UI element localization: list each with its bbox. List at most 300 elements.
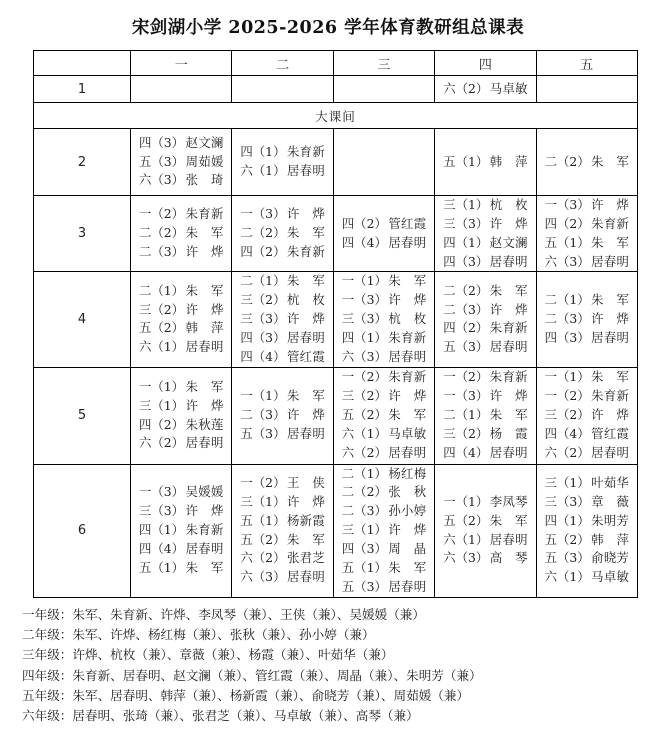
class-entry <box>443 80 527 99</box>
entry-teacher-name: 许 烨 <box>185 244 224 260</box>
slot-monday-period-5[interactable] <box>131 367 232 464</box>
header-day-wednesday: 三 <box>333 51 434 76</box>
entry-teacher-name: 朱 军 <box>489 407 528 423</box>
entry-teacher-name: 居 春 明 <box>591 444 629 460</box>
class-entry <box>342 310 426 329</box>
entry-class-label: 四（1） <box>443 234 489 250</box>
class-entry <box>545 234 629 253</box>
class-entry <box>443 338 527 357</box>
class-entry <box>443 387 527 406</box>
entry-class-label: 四（2） <box>240 244 286 260</box>
entry-class-label: 四（3） <box>139 134 185 150</box>
entry-teacher-name: 朱 明 芳 <box>591 512 629 528</box>
class-entry <box>139 134 223 153</box>
entry-teacher-name: 朱 军 <box>286 273 325 289</box>
entry-class-label: 二（1） <box>240 273 286 289</box>
slot-wednesday-period-6[interactable] <box>333 464 434 597</box>
entry-teacher-name: 朱 军 <box>286 225 325 241</box>
slot-entries <box>232 474 332 587</box>
slot-wednesday-period-2[interactable] <box>333 129 434 196</box>
entry-class-label: 五（3） <box>544 550 590 566</box>
slot-tuesday-period-3[interactable] <box>232 196 333 272</box>
entry-class-label: 四（4） <box>443 444 489 460</box>
class-entry <box>139 378 223 397</box>
entry-teacher-name: 赵 文 澜 <box>185 134 224 150</box>
entry-teacher-name: 居 春 明 <box>489 253 528 269</box>
slot-entries <box>537 291 637 348</box>
class-entry <box>342 425 426 444</box>
entry-class-label: 一（1） <box>341 273 387 289</box>
class-entry <box>139 483 223 502</box>
entry-class-label: 一（2） <box>443 369 489 385</box>
class-entry <box>240 406 324 425</box>
entry-class-label: 一（2） <box>341 369 387 385</box>
class-entry <box>443 282 527 301</box>
entry-teacher-name: 许 烨 <box>591 407 629 423</box>
entry-class-label: 五（2） <box>443 512 489 528</box>
class-entry <box>342 234 426 253</box>
schedule-table <box>33 50 638 598</box>
slot-friday-period-6[interactable] <box>536 464 637 597</box>
entry-class-label: 四（4） <box>544 426 590 442</box>
class-entry <box>240 512 324 531</box>
entry-teacher-name: 李 凤 琴 <box>489 493 528 509</box>
table-row <box>34 129 638 196</box>
entry-class-label: 三（1） <box>341 522 387 538</box>
page-title: 宋剑湖小学 2025-2026 学年体育教研组总课表 <box>131 18 525 38</box>
slot-tuesday-period-1[interactable] <box>232 76 333 103</box>
class-entry <box>240 162 324 181</box>
class-entry <box>545 425 629 444</box>
header-day-monday: 一 <box>131 51 232 76</box>
period-number-cell: 3 <box>34 196 131 272</box>
class-entry <box>342 387 426 406</box>
class-entry <box>240 143 324 162</box>
class-entry <box>443 368 527 387</box>
entry-teacher-name: 许 烨 <box>591 311 629 327</box>
entry-class-label: 三（3） <box>341 311 387 327</box>
entry-class-label: 六（3） <box>443 550 489 566</box>
period-number-cell: 6 <box>34 464 131 597</box>
note-line: 一年级：朱军、朱育新、许烨、李凤琴（兼）、王侠（兼）、吴媛媛（兼） <box>22 606 425 622</box>
slot-tuesday-period-6[interactable] <box>232 464 333 597</box>
class-entry <box>545 493 629 512</box>
entry-class-label: 二（3） <box>139 244 185 260</box>
entry-class-label: 六（1） <box>139 339 185 355</box>
class-entry <box>545 568 629 587</box>
slot-entries <box>435 282 535 357</box>
slot-entries <box>334 368 434 462</box>
entry-teacher-name: 居 春 明 <box>286 163 325 178</box>
entry-class-label: 二（3） <box>341 503 387 519</box>
entry-teacher-name: 叶 茹 华 <box>591 475 629 491</box>
slot-monday-period-3[interactable] <box>131 196 232 272</box>
entry-teacher-name: 杨 新 霞 <box>286 512 325 528</box>
entry-class-label: 六（1） <box>544 569 590 585</box>
class-entry <box>545 549 629 568</box>
slot-wednesday-period-3[interactable] <box>333 196 434 272</box>
entry-class-label: 五（1） <box>240 512 286 528</box>
entry-teacher-name: 朱 育 新 <box>489 369 528 385</box>
class-entry <box>240 387 324 406</box>
slot-monday-period-2[interactable] <box>131 129 232 196</box>
entry-teacher-name: 朱 军 <box>185 378 224 394</box>
header-day-tuesday: 二 <box>232 51 333 76</box>
slot-monday-period-1[interactable] <box>131 76 232 103</box>
class-entry <box>139 171 223 190</box>
class-entry <box>443 196 527 215</box>
entry-teacher-name: 朱 育 新 <box>286 144 325 160</box>
class-entry <box>342 521 426 540</box>
entry-teacher-name: 居 春 明 <box>591 329 629 345</box>
note-line: 二年级：朱军、许烨、杨红梅（兼）、张秋（兼）、孙小婷（兼） <box>22 626 375 642</box>
class-entry <box>139 434 223 453</box>
class-entry <box>240 348 324 367</box>
entry-teacher-name: 许 烨 <box>489 301 528 317</box>
class-entry <box>342 540 426 559</box>
entry-class-label: 三（1） <box>443 197 489 212</box>
entry-teacher-name: 管 红 霞 <box>591 426 629 442</box>
class-entry <box>139 416 223 435</box>
entry-class-label: 五（2） <box>544 531 590 547</box>
entry-class-label: 二（3） <box>240 407 286 423</box>
note-line: 六年级：居春明、张琦（兼）、张君芝（兼）、马卓敏（兼）、高琴（兼） <box>22 708 419 724</box>
class-entry <box>240 291 324 310</box>
entry-class-label: 六（3） <box>139 172 185 188</box>
slot-entries <box>232 272 332 366</box>
entry-teacher-name: 管 红 霞 <box>388 215 427 231</box>
entry-class-label: 四（3） <box>443 253 489 269</box>
entry-teacher-name: 朱 育 新 <box>185 206 224 222</box>
entry-class-label: 一（3） <box>544 197 590 212</box>
slot-thursday-period-4[interactable] <box>435 272 536 367</box>
entry-teacher-name: 俞 晓 芳 <box>591 550 629 566</box>
grade-teacher-notes <box>0 598 656 727</box>
entry-class-label: 四（4） <box>240 348 286 364</box>
break-label: 大课间 <box>34 103 638 129</box>
entry-class-label: 六（2） <box>544 444 590 460</box>
entry-class-label: 四（1） <box>544 512 590 528</box>
entry-class-label: 六（1） <box>341 426 387 442</box>
entry-class-label: 五（1） <box>544 234 590 250</box>
entry-class-label: 二（1） <box>139 282 185 298</box>
slot-thursday-period-5[interactable] <box>435 367 536 464</box>
class-entry <box>443 319 527 338</box>
entry-teacher-name: 朱 军 <box>489 282 528 298</box>
entry-class-label: 四（1） <box>139 522 185 538</box>
entry-class-label: 六（1） <box>240 163 286 178</box>
class-entry <box>545 406 629 425</box>
entry-teacher-name: 王 侠 <box>286 475 325 491</box>
entry-teacher-name: 朱 军 <box>185 282 224 298</box>
slot-entries <box>435 153 535 172</box>
slot-thursday-period-3[interactable] <box>435 196 536 272</box>
entry-teacher-name: 居 春 明 <box>388 234 427 250</box>
class-entry <box>443 425 527 444</box>
table-row <box>34 196 638 272</box>
class-entry <box>342 368 426 387</box>
slot-friday-period-5[interactable] <box>536 367 637 464</box>
class-entry <box>545 153 629 172</box>
slot-entries <box>537 196 637 271</box>
class-entry <box>139 282 223 301</box>
class-entry <box>545 387 629 406</box>
entry-teacher-name: 许 烨 <box>388 388 427 404</box>
entry-class-label: 一（2） <box>139 206 185 222</box>
entry-teacher-name: 韩 萍 <box>591 531 629 547</box>
class-entry <box>342 444 426 463</box>
slot-monday-period-6[interactable] <box>131 464 232 597</box>
slot-monday-period-4[interactable] <box>131 272 232 367</box>
entry-teacher-name: 张 秋 <box>388 484 427 500</box>
class-entry <box>342 483 426 502</box>
class-entry <box>545 512 629 531</box>
slot-friday-period-4[interactable] <box>536 272 637 367</box>
slot-entries <box>435 493 535 568</box>
entry-class-label: 六（3） <box>544 253 590 269</box>
entry-teacher-name: 朱 育 新 <box>388 329 427 345</box>
entry-class-label: 四（2） <box>544 215 590 231</box>
entry-class-label: 二（2） <box>139 225 185 241</box>
slot-entries <box>537 368 637 462</box>
entry-teacher-name: 杭 枚 <box>388 311 427 327</box>
entry-teacher-name: 管 红 霞 <box>286 348 325 364</box>
entry-class-label: 五（2） <box>240 531 286 547</box>
class-entry <box>240 568 324 587</box>
class-entry <box>240 224 324 243</box>
entry-class-label: 三（3） <box>240 311 286 327</box>
entry-class-label: 六（2） <box>443 80 489 96</box>
entry-class-label: 四（1） <box>240 144 286 160</box>
entry-teacher-name: 居 春 明 <box>489 339 528 355</box>
entry-class-label: 五（1） <box>443 153 489 169</box>
slot-thursday-period-6[interactable] <box>435 464 536 597</box>
entry-teacher-name: 许 烨 <box>185 301 224 317</box>
class-entry <box>342 329 426 348</box>
entry-class-label: 一（3） <box>240 206 286 222</box>
class-entry <box>545 531 629 550</box>
class-entry <box>545 329 629 348</box>
entry-class-label: 五（1） <box>341 559 387 575</box>
entry-teacher-name: 许 烨 <box>388 522 427 538</box>
class-entry <box>139 243 223 262</box>
entry-class-label: 五（3） <box>443 339 489 355</box>
class-entry <box>443 234 527 253</box>
class-entry <box>342 348 426 367</box>
entry-teacher-name: 杨 红 梅 <box>388 465 427 481</box>
class-entry <box>342 502 426 521</box>
table-row <box>34 367 638 464</box>
entry-class-label: 四（3） <box>240 329 286 345</box>
entry-class-label: 四（2） <box>341 215 387 231</box>
slot-tuesday-period-2[interactable] <box>232 129 333 196</box>
slot-entries <box>334 272 434 366</box>
entry-teacher-name: 居 春 明 <box>591 253 629 269</box>
slot-entries <box>131 205 231 262</box>
class-entry <box>443 493 527 512</box>
class-entry <box>342 559 426 578</box>
entry-teacher-name: 许 烨 <box>489 388 528 404</box>
class-entry <box>139 540 223 559</box>
header-day-friday: 五 <box>536 51 637 76</box>
slot-thursday-period-2[interactable] <box>435 129 536 196</box>
entry-teacher-name: 朱 军 <box>286 388 325 404</box>
table-row <box>34 272 638 367</box>
entry-class-label: 五（1） <box>139 559 185 575</box>
class-entry <box>240 531 324 550</box>
entry-class-label: 五（2） <box>341 407 387 423</box>
entry-class-label: 二（1） <box>544 292 590 308</box>
note-line: 四年级：朱育新、居春明、赵文澜（兼）、管红霞（兼）、周晶（兼）、朱明芳（兼） <box>22 667 482 683</box>
class-entry <box>139 521 223 540</box>
slot-wednesday-period-4[interactable] <box>333 272 434 367</box>
header-day-thursday: 四 <box>435 51 536 76</box>
slot-entries <box>131 378 231 453</box>
entry-class-label: 五（3） <box>240 426 286 442</box>
entry-class-label: 三（1） <box>544 475 590 491</box>
class-entry <box>139 224 223 243</box>
period-number-cell: 5 <box>34 367 131 464</box>
class-entry <box>443 549 527 568</box>
header-row <box>34 51 638 76</box>
entry-class-label: 五（3） <box>139 153 185 169</box>
class-entry <box>342 291 426 310</box>
table-header <box>34 51 638 76</box>
entry-teacher-name: 张 君 芝 <box>286 550 325 566</box>
entry-teacher-name: 朱 育 新 <box>591 215 629 231</box>
entry-teacher-name: 马 卓 敏 <box>388 426 427 442</box>
period-number-cell: 2 <box>34 129 131 196</box>
class-entry <box>240 205 324 224</box>
entry-teacher-name: 居 春 明 <box>185 540 224 556</box>
slot-tuesday-period-4[interactable] <box>232 272 333 367</box>
entry-teacher-name: 许 烨 <box>489 215 528 231</box>
slot-tuesday-period-5[interactable] <box>232 367 333 464</box>
note-line: 五年级：朱军、居春明、韩萍（兼）、杨新霞（兼）、俞晓芳（兼）、周茹媛（兼） <box>22 688 470 704</box>
break-row <box>34 103 638 129</box>
class-entry <box>342 465 426 484</box>
entry-class-label: 六（2） <box>341 444 387 460</box>
slot-friday-period-1[interactable] <box>536 76 637 103</box>
entry-teacher-name: 许 烨 <box>286 311 325 327</box>
entry-class-label: 二（3） <box>544 311 590 327</box>
schedule-table-container <box>0 50 656 598</box>
entry-teacher-name: 张 琦 <box>185 172 224 188</box>
entry-teacher-name: 朱 军 <box>185 225 224 241</box>
entry-class-label: 六（1） <box>443 531 489 547</box>
entry-teacher-name: 韩 萍 <box>185 320 224 336</box>
note-line: 三年级：许烨、杭枚（兼）、章薇（兼）、杨霞（兼）、叶茹华（兼） <box>22 647 394 663</box>
class-entry <box>443 215 527 234</box>
class-entry <box>139 559 223 578</box>
slot-wednesday-period-5[interactable] <box>333 367 434 464</box>
slot-entries <box>334 465 434 597</box>
entry-teacher-name: 朱 军 <box>388 559 427 575</box>
entry-class-label: 三（2） <box>240 292 286 308</box>
entry-teacher-name: 朱 育 新 <box>591 388 629 404</box>
entry-class-label: 一（2） <box>240 475 286 491</box>
class-entry <box>443 444 527 463</box>
entry-teacher-name: 朱 军 <box>185 559 224 575</box>
entry-teacher-name: 许 烨 <box>388 292 427 308</box>
slot-thursday-period-1[interactable] <box>435 76 536 103</box>
entry-teacher-name: 朱 秋 莲 <box>185 416 224 432</box>
slot-entries <box>131 483 231 577</box>
entry-class-label: 二（2） <box>544 153 590 169</box>
entry-class-label: 三（2） <box>544 407 590 423</box>
entry-teacher-name: 许 烨 <box>286 493 325 509</box>
class-entry <box>342 272 426 291</box>
entry-class-label: 一（1） <box>443 493 489 509</box>
entry-teacher-name: 杭 枚 <box>489 197 528 212</box>
entry-teacher-name: 许 烨 <box>591 197 629 212</box>
class-entry <box>139 338 223 357</box>
entry-class-label: 二（2） <box>240 225 286 241</box>
slot-wednesday-period-1[interactable] <box>333 76 434 103</box>
entry-class-label: 六（2） <box>139 435 185 451</box>
entry-teacher-name: 居 春 明 <box>286 426 325 442</box>
class-entry <box>443 153 527 172</box>
slot-friday-period-3[interactable] <box>536 196 637 272</box>
class-entry <box>240 310 324 329</box>
entry-class-label: 二（2） <box>443 282 489 298</box>
entry-class-label: 三（3） <box>443 215 489 231</box>
entry-teacher-name: 孙 小 婷 <box>388 503 427 519</box>
entry-class-label: 一（3） <box>443 388 489 404</box>
class-entry <box>139 319 223 338</box>
slot-entries <box>232 205 332 262</box>
class-entry <box>545 368 629 387</box>
class-entry <box>443 301 527 320</box>
slot-entries <box>131 134 231 191</box>
entry-teacher-name: 马 卓 敏 <box>591 569 629 585</box>
header-corner-cell <box>34 51 131 76</box>
entry-teacher-name: 居 春 明 <box>185 435 224 451</box>
table-row <box>34 464 638 597</box>
class-entry <box>240 272 324 291</box>
entry-teacher-name: 居 春 明 <box>489 444 528 460</box>
class-entry <box>545 474 629 493</box>
entry-teacher-name: 朱 军 <box>388 407 427 423</box>
entry-teacher-name: 居 春 明 <box>185 339 224 355</box>
entry-teacher-name: 杨 霞 <box>489 426 528 442</box>
entry-class-label: 一（3） <box>341 292 387 308</box>
slot-friday-period-2[interactable] <box>536 129 637 196</box>
class-entry <box>240 549 324 568</box>
entry-teacher-name: 周 晶 <box>388 540 427 556</box>
entry-teacher-name: 居 春 明 <box>388 348 427 364</box>
class-entry <box>443 406 527 425</box>
slot-entries <box>232 143 332 181</box>
entry-class-label: 六（3） <box>240 569 286 585</box>
class-entry <box>342 578 426 597</box>
entry-teacher-name: 章 薇 <box>591 493 629 509</box>
entry-teacher-name: 赵 文 澜 <box>489 234 528 250</box>
slot-entries <box>232 387 332 444</box>
entry-teacher-name: 朱 育 新 <box>185 522 224 538</box>
entry-teacher-name: 朱 育 新 <box>286 244 325 260</box>
class-entry <box>240 425 324 444</box>
class-entry <box>139 205 223 224</box>
class-entry <box>240 493 324 512</box>
entry-class-label: 三（3） <box>544 493 590 509</box>
class-entry <box>240 474 324 493</box>
class-entry <box>139 397 223 416</box>
entry-class-label: 六（3） <box>341 348 387 364</box>
entry-teacher-name: 韩 萍 <box>489 153 528 169</box>
entry-teacher-name: 居 春 明 <box>286 329 325 345</box>
entry-class-label: 四（3） <box>544 329 590 345</box>
